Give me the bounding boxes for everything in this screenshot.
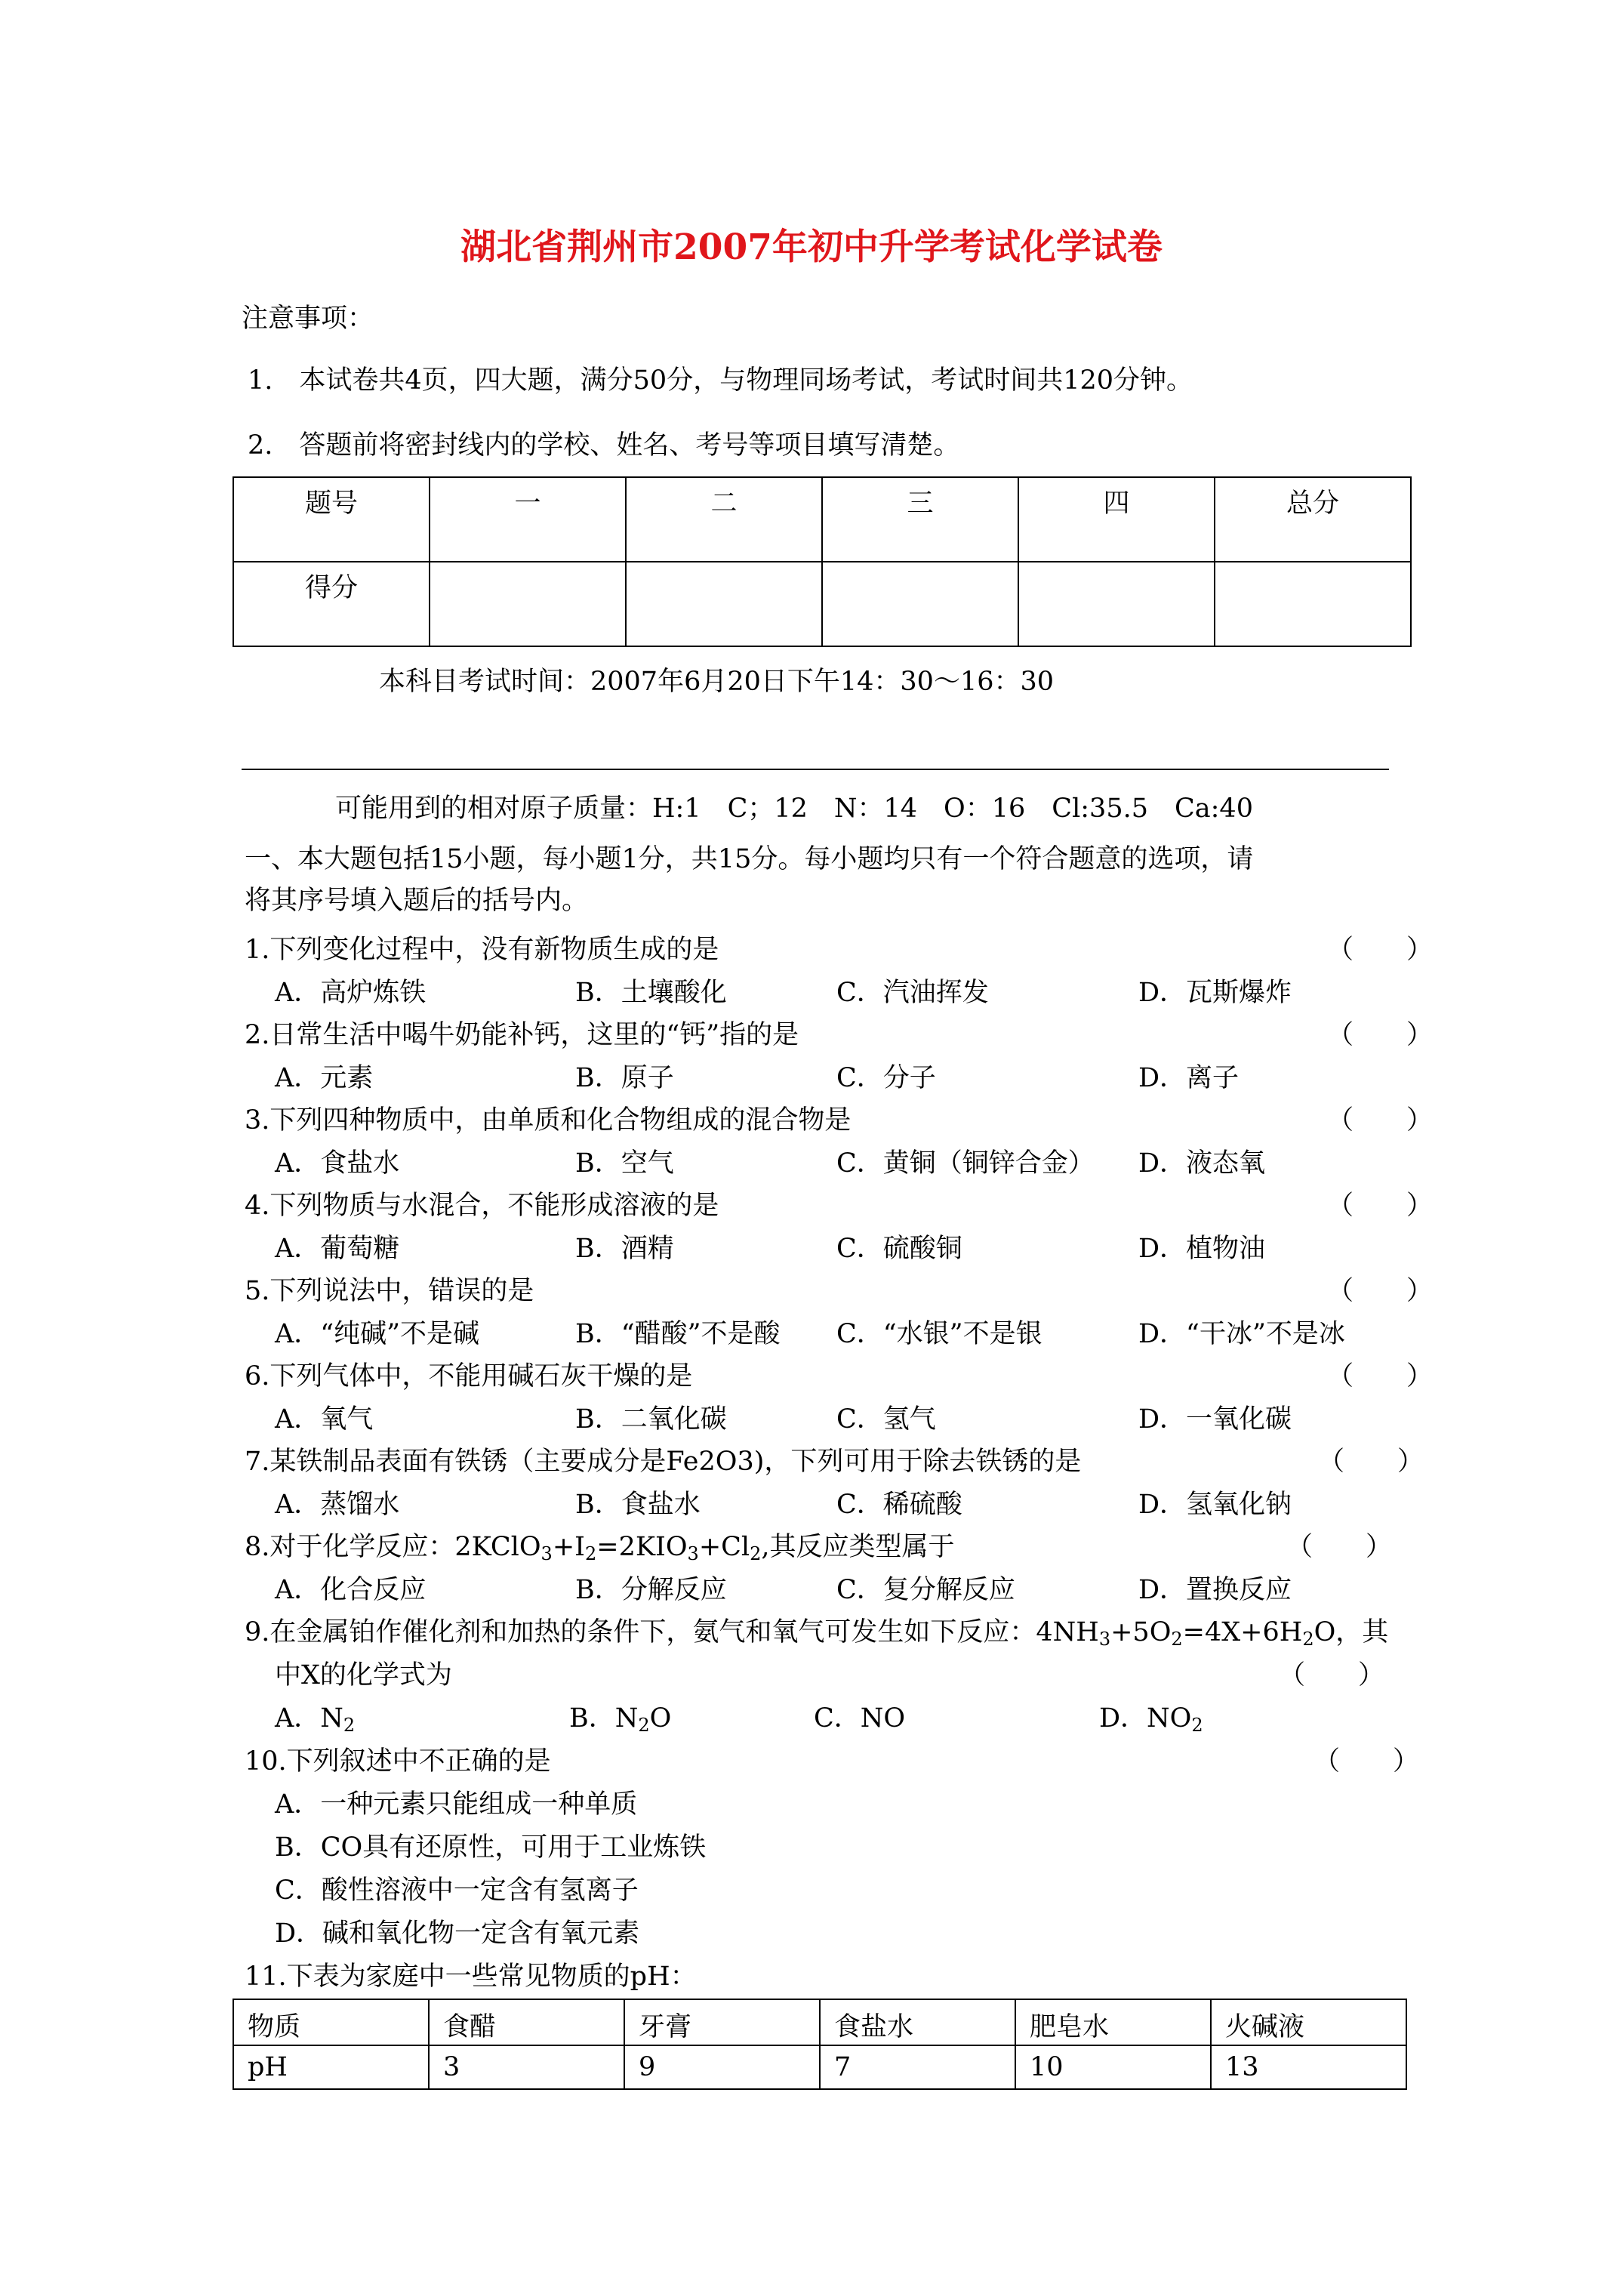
question-9-option-a: A．$N_2$ <box>275 1703 356 1736</box>
notes-heading: 注意事项： <box>242 304 374 334</box>
question-9-option-c: C．NO <box>814 1703 906 1734</box>
answer-paren[interactable]: （ ） <box>1327 1020 1434 1050</box>
score-table <box>233 476 1412 647</box>
question-2-stem: 2.日常生活中喝牛奶能补钙，这里的“钙”指的是 <box>245 1020 799 1050</box>
question-4-stem: 4.下列物质与水混合，不能形成溶液的是 <box>245 1191 719 1221</box>
question-4-option-a: A．葡萄糖 <box>275 1234 400 1264</box>
question-1-option-a: A．高炉炼铁 <box>275 978 427 1008</box>
question-3-option-b: B．空气 <box>575 1148 674 1179</box>
answer-paren[interactable]: （ ） <box>1327 1105 1434 1136</box>
question-6-stem: 6.下列气体中，不能用碱石灰干燥的是 <box>245 1361 693 1391</box>
score-header-cell: 总分 <box>1215 477 1411 562</box>
score-header-cell: 四 <box>1018 477 1215 562</box>
question-6-option-a: A．氧气 <box>275 1404 374 1435</box>
question-1-option-c: C．汽油挥发 <box>836 978 989 1008</box>
score-header-cell: 题号 <box>233 477 430 562</box>
ph-header-cell: 肥皂水 <box>1015 1999 1211 2045</box>
answer-paren[interactable]: （ ） <box>1327 1361 1434 1391</box>
answer-paren[interactable]: （ ） <box>1327 1276 1434 1306</box>
ph-value-cell: 7 <box>820 2045 1015 2089</box>
question-8-option-d: D．置换反应 <box>1138 1575 1292 1605</box>
question-2-option-a: A．元素 <box>275 1063 374 1093</box>
ph-header-cell: 牙膏 <box>624 1999 820 2045</box>
answer-paren[interactable]: （ ） <box>1327 1191 1434 1221</box>
score-input-cell[interactable] <box>626 562 822 646</box>
ph-value-cell: 10 <box>1015 2045 1211 2089</box>
question-8-option-b: B．分解反应 <box>575 1575 727 1605</box>
question-6-option-c: C．氢气 <box>836 1404 936 1435</box>
section-1-instructions-line-2: 将其序号填入题后的括号内。 <box>245 886 589 916</box>
section-1-instructions-line-1: 一、本大题包括15小题，每小题1分，共15分。每小题均只有一个符合题意的选项，请 <box>245 844 1254 874</box>
question-9-option-d: D．$NO_2$ <box>1099 1703 1203 1736</box>
question-7-option-b: B．食盐水 <box>575 1490 701 1520</box>
question-8-option-c: C．复分解反应 <box>836 1575 1015 1605</box>
score-header-cell: 二 <box>626 477 822 562</box>
question-10-stem: 10.下列叙述中不正确的是 <box>245 1746 551 1777</box>
question-5-option-c: C．“水银”不是银 <box>836 1319 1042 1349</box>
ph-header-cell: 食醋 <box>429 1999 624 2045</box>
question-3-option-c: C．黄铜（铜锌合金） <box>836 1148 1095 1179</box>
answer-paren[interactable]: （ ） <box>1286 1532 1393 1562</box>
question-6-option-b: B．二氧化碳 <box>575 1404 727 1435</box>
notes-item-2: 2. 答题前将密封线内的学校、姓名、考号等项目填写清楚。 <box>248 430 960 461</box>
score-input-cell[interactable] <box>822 562 1018 646</box>
answer-paren[interactable]: （ ） <box>1279 1660 1385 1690</box>
question-4-option-d: D．植物油 <box>1138 1234 1266 1264</box>
question-6-option-d: D．一氧化碳 <box>1138 1404 1292 1435</box>
question-8-option-a: A．化合反应 <box>275 1575 427 1605</box>
question-7-option-c: C．稀硫酸 <box>836 1490 962 1520</box>
question-4-option-b: B．酒精 <box>575 1234 674 1264</box>
question-2-option-c: C．分子 <box>836 1063 936 1093</box>
question-1-option-d: D．瓦斯爆炸 <box>1138 978 1292 1008</box>
question-10-option-c: C．酸性溶液中一定含有氢离子 <box>275 1875 639 1906</box>
question-7-option-d: D．氢氧化钠 <box>1138 1490 1292 1520</box>
question-2-option-d: D．离子 <box>1138 1063 1240 1093</box>
question-9-stem: 9.在金属铂作催化剂和加热的条件下，氨气和氧气可发生如下反应：$4NH_3+5O_2=4X+6H_2O$，其 <box>245 1617 1389 1650</box>
score-header-cell: 一 <box>430 477 626 562</box>
question-5-stem: 5.下列说法中，错误的是 <box>245 1276 534 1306</box>
ph-header-cell: 火碱液 <box>1211 1999 1406 2045</box>
question-7-stem: 7.某铁制品表面有铁锈（主要成分是Fe2O3)，下列可用于除去铁锈的是 <box>245 1447 1082 1477</box>
question-8-stem: 8.对于化学反应：$2KClO_3+I_2=2KIO_3+Cl_2$,其反应类型属于 <box>245 1532 955 1564</box>
question-10-option-a: A．一种元素只能组成一种单质 <box>275 1789 638 1820</box>
answer-paren[interactable]: （ ） <box>1313 1746 1420 1777</box>
question-9-option-b: B．$N_2O$ <box>569 1703 672 1736</box>
ph-header-cell: 物质 <box>233 1999 429 2045</box>
question-3-stem: 3.下列四种物质中，由单质和化合物组成的混合物是 <box>245 1105 852 1136</box>
score-header-cell: 三 <box>822 477 1018 562</box>
question-5-option-a: A．“纯碱”不是碱 <box>275 1319 480 1349</box>
ph-value-cell: 9 <box>624 2045 820 2089</box>
score-row-label: 得分 <box>233 562 430 646</box>
question-5-option-b: B．“醋酸”不是酸 <box>575 1319 781 1349</box>
answer-paren[interactable]: （ ） <box>1327 935 1434 965</box>
question-10-option-b: B．CO具有还原性，可用于工业炼铁 <box>275 1832 707 1863</box>
question-3-option-a: A．食盐水 <box>275 1148 400 1179</box>
divider-line <box>242 769 1389 770</box>
ph-value-cell: 13 <box>1211 2045 1406 2089</box>
ph-table <box>233 1999 1407 2090</box>
score-input-cell[interactable] <box>430 562 626 646</box>
exam-time: 本科目考试时间：2007年6月20日下午14：30～16：30 <box>379 667 1055 697</box>
question-9-stem-line-2: 中X的化学式为 <box>275 1660 452 1690</box>
question-2-option-b: B．原子 <box>575 1063 674 1093</box>
ph-value-cell: pH <box>233 2045 429 2089</box>
question-3-option-d: D．液态氧 <box>1138 1148 1266 1179</box>
question-11-stem: 11.下表为家庭中一些常见物质的pH： <box>245 1962 697 1992</box>
answer-paren[interactable]: （ ） <box>1318 1447 1424 1477</box>
question-5-option-d: D．“干冰”不是冰 <box>1138 1319 1345 1349</box>
question-4-option-c: C．硫酸铜 <box>836 1234 962 1264</box>
score-input-cell[interactable] <box>1215 562 1411 646</box>
question-7-option-a: A．蒸馏水 <box>275 1490 400 1520</box>
ph-header-cell: 食盐水 <box>820 1999 1015 2045</box>
page-title: 湖北省荆州市2007年初中升学考试化学试卷 <box>460 227 1163 268</box>
score-input-cell[interactable] <box>1018 562 1215 646</box>
atomic-masses: 可能用到的相对原子质量：H:1 C；12 N：14 O：16 Cl:35.5 Ca:40 <box>335 794 1253 824</box>
question-1-stem: 1.下列变化过程中，没有新物质生成的是 <box>245 935 719 965</box>
ph-value-cell: 3 <box>429 2045 624 2089</box>
notes-item-1: 1. 本试卷共4页，四大题，满分50分，与物理同场考试，考试时间共120分钟。 <box>248 365 1193 396</box>
question-10-option-d: D．碱和氧化物一定含有氧元素 <box>275 1918 640 1949</box>
question-1-option-b: B．土壤酸化 <box>575 978 727 1008</box>
